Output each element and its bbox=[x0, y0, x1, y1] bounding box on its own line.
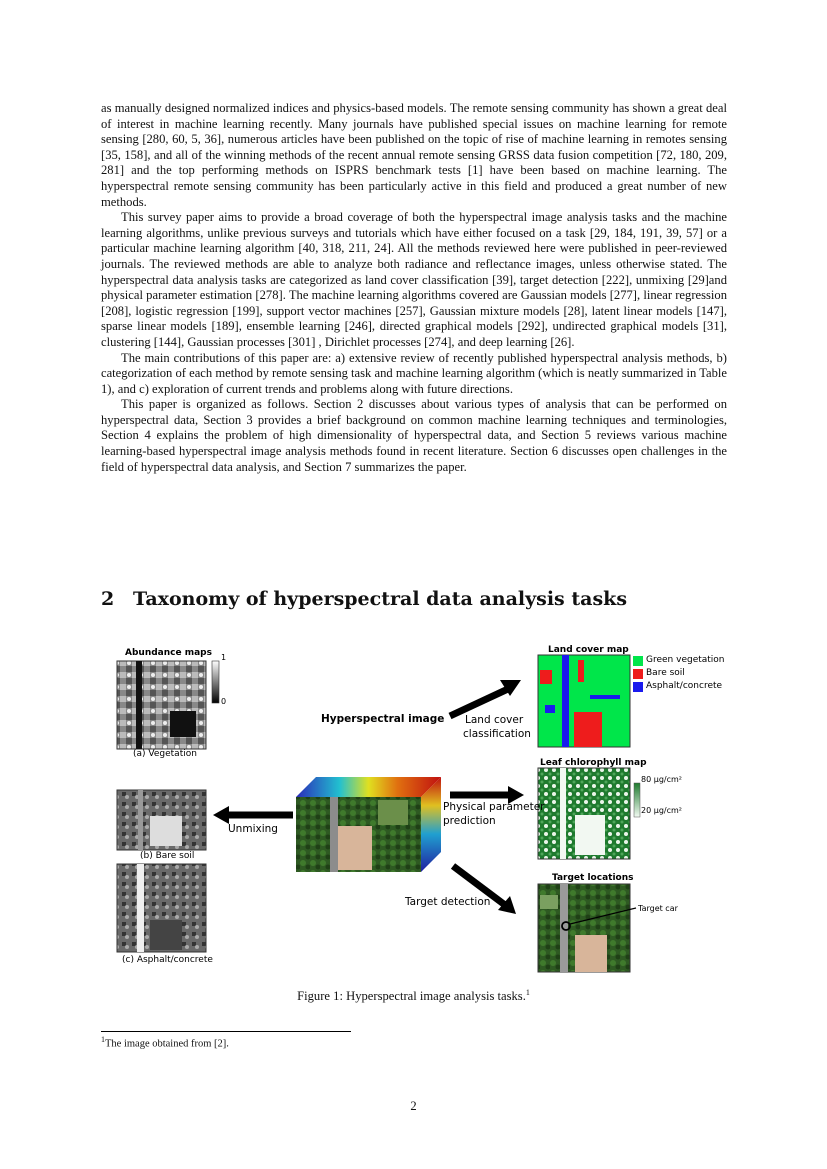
abundance-vegetation-map bbox=[117, 661, 206, 749]
arrow-unmixing bbox=[213, 806, 293, 824]
chlorophyll-max-label: 80 µg/cm² bbox=[641, 775, 682, 784]
legend-swatch bbox=[633, 656, 643, 666]
caption-bare-soil: (b) Bare soil bbox=[140, 851, 195, 861]
target-locations-map bbox=[538, 884, 636, 972]
scale-max-label: 1 bbox=[221, 653, 227, 662]
land-cover-label-2: classification bbox=[463, 728, 531, 740]
paragraph: as manually designed normalized indices and physics-based models. The remote sensing community has shown a great deal of interest in machine learning recently. Many journals have published special issues on machine learning for remote sensing [280, 60, 5, 36], numerous articles have been published on the topic of rise of machine learning in remotes sensing [35, 158], and all of the winning methods of the recent annual remote sensing GRSS data fusion competition [72, 180, 209, 281] and the top performing methods on ISPRS benchmark tests [1] have been based on machine learning. The hyperspectral remote sensing community has been particularly active in this field and produced a great number of new methods. bbox=[101, 101, 727, 209]
legend-asphalt: Asphalt/concrete bbox=[646, 681, 723, 691]
paragraph: This paper is organized as follows. Section 2 discusses about various types of analysis that can be performed on hyperspectral data, Section 3 provides a brief background on common machine learning techniques and terminologies, Section 4 explains the problem of high dimensionality of hyperspectral data, and Section 5 reviews various machine learning-based hyperspectral image analysis methods found in recent literature. Section 6 discusses open challenges in the field of hyperspectral data analysis, and Section 7 summarizes the paper. bbox=[101, 397, 727, 474]
abundance-scale-bar bbox=[212, 661, 219, 703]
paragraph: This survey paper aims to provide a broad coverage of both the hyperspectral image analysis tasks and the machine learning algorithms, unlike previous surveys and tutorials which have either focused on a task [29, 184, 191, 39, 57] or a particular machine learning algorithm [40, 318, 211, 24]. All the methods reviewed here were published in peer-reviewed journals. The reviewed methods are able to analyze both radiance and reflectance images, unless otherwise stated. The hyperspectral data analysis tasks are categorized as land cover classification [39], target detection [222], unmixing [29]and physical parameter estimation [278]. The machine learning algorithms covered are Gaussian models [277], linear regression [208], logistic regression [199], support vector machines [257], Gaussian mixture models [28], latent linear models [147], sparse linear models [189], ensemble learning [246], directed graphical models [292], undirected graphical models [31], clustering [144], Gaussian processes [301] , Dirichlet processes [274], and deep learning [26]. bbox=[101, 210, 727, 349]
target-car-label: Target car bbox=[638, 904, 678, 913]
caption-footnote-mark: 1 bbox=[525, 988, 530, 997]
footnote-mark: 1 bbox=[101, 1035, 105, 1044]
hyperspectral-image-title: Hyperspectral image bbox=[321, 713, 445, 725]
chlorophyll-map-title: Leaf chlorophyll map bbox=[540, 758, 647, 768]
chlorophyll-scale-bar bbox=[634, 783, 640, 817]
abundance-bare-soil-map bbox=[117, 790, 206, 850]
chlorophyll-min-label: 20 µg/cm² bbox=[641, 806, 682, 815]
land-cover-map bbox=[538, 655, 630, 747]
page-number: 2 bbox=[410, 1099, 417, 1113]
abundance-asphalt-map bbox=[117, 864, 206, 952]
legend-swatch bbox=[633, 669, 643, 679]
section-title: Taxonomy of hyperspectral data analysis tasks bbox=[133, 588, 628, 610]
caption-text: Figure 1: Hyperspectral image analysis tasks. bbox=[297, 989, 526, 1004]
footnote-text: The image obtained from [2]. bbox=[105, 1038, 229, 1050]
leaf-chlorophyll-map bbox=[538, 768, 630, 859]
footnote bbox=[101, 1035, 229, 1050]
target-locations-title: Target locations bbox=[552, 873, 634, 883]
abundance-maps-title: Abundance maps bbox=[125, 648, 212, 658]
figure-caption bbox=[0, 988, 827, 1004]
paragraph: The main contributions of this paper are: a) extensive review of recently published hyperspectral analysis methods, b) categorization of each method by remote sensing task and machine learning algorithm (which is neatly summarized in Table 1), and c) exploration of current trends and problems along with future directions. bbox=[101, 350, 727, 396]
caption-asphalt: (c) Asphalt/concrete bbox=[122, 955, 213, 965]
legend-green-vegetation: Green vegetation bbox=[646, 655, 725, 665]
caption-vegetation: (a) Vegetation bbox=[133, 749, 197, 759]
legend-swatch bbox=[633, 682, 643, 692]
arrow-land-cover bbox=[450, 680, 521, 716]
hyperspectral-cube bbox=[296, 777, 441, 872]
physical-parameter-label-2: prediction bbox=[443, 815, 496, 827]
land-cover-label-1: Land cover bbox=[465, 714, 524, 726]
physical-parameter-label-1: Physical parameter bbox=[443, 801, 545, 813]
legend-bare-soil: Bare soil bbox=[646, 668, 685, 678]
section-number: 2 bbox=[101, 588, 115, 610]
land-cover-map-title: Land cover map bbox=[548, 645, 629, 655]
scale-min-label: 0 bbox=[221, 697, 227, 706]
footnote-rule bbox=[101, 1031, 351, 1032]
unmixing-label: Unmixing bbox=[228, 823, 278, 835]
target-detection-label: Target detection bbox=[405, 896, 491, 908]
